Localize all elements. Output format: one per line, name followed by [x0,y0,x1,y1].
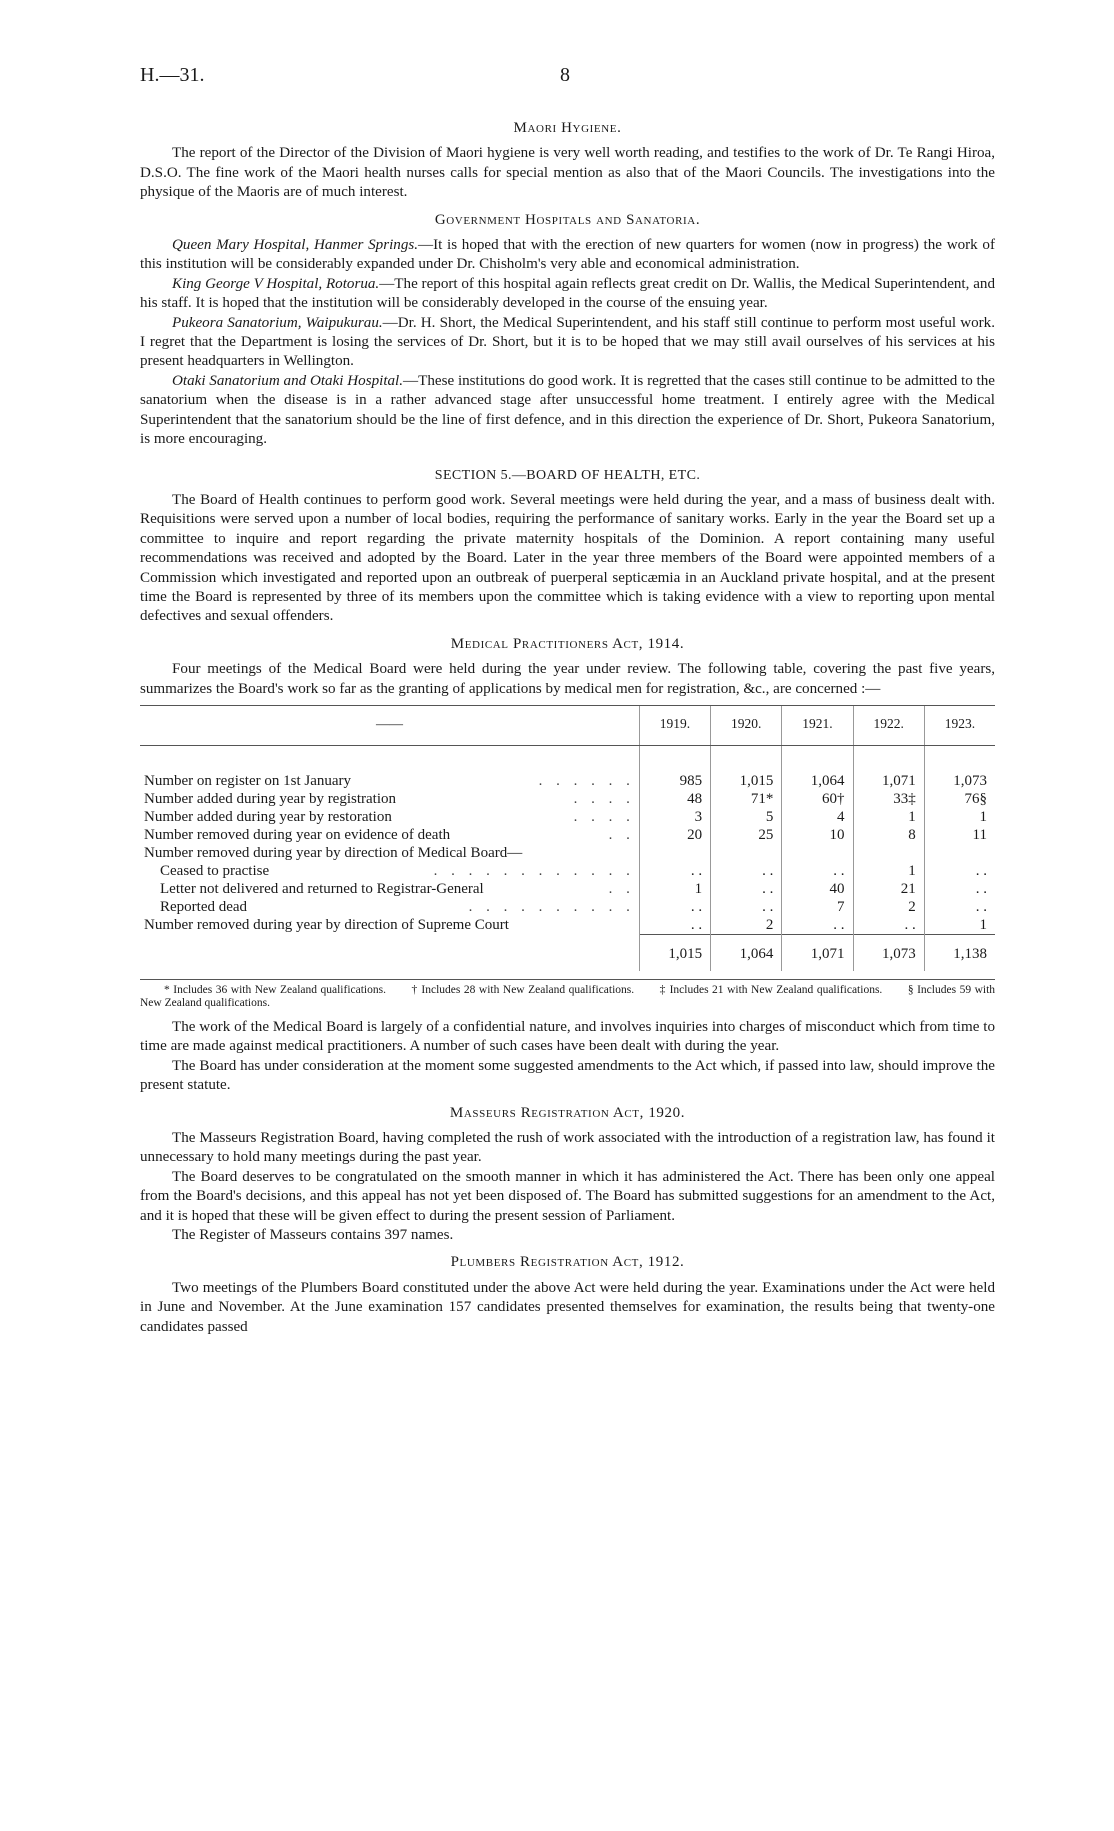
table-row [140,898,995,916]
paragraph-text: —The report of this hospital again reflects great credit on Dr. Wallis, the Medical Superintendent, and his staff. It is hoped that the institution will be considerably developed in the course of the ensuing year. [140,275,995,312]
row-label: Ceased to practise [160,862,270,879]
table-row [140,844,995,862]
value-cell: 76§ [924,790,995,808]
leader-dots: . . . . . . [538,772,635,789]
footnote: ‡ Includes 21 with New Zealand qualifications. [659,983,883,996]
paragraph: The Masseurs Registration Board, having completed the rush of work associated with the introduction of a registration law, has found it unnecessary to hold many meetings during the past year. [140,1130,995,1166]
value-cell: 21 [853,880,924,898]
registration-table [140,705,995,980]
row-label: Reported dead [160,898,248,915]
row-label: Number added during year by registration [144,790,397,807]
value-cell: . . [782,862,853,880]
value-cell: . . [711,880,782,898]
value-cell: . . [924,898,995,916]
value-cell: 11 [924,826,995,844]
row-label: Letter not delivered and returned to Registrar-General [160,880,484,897]
row-label-cell [140,826,639,844]
value-cell: . . [711,898,782,916]
heading-government-hospitals: Government Hospitals and Sanatoria. [434,211,701,228]
value-cell: . . [639,898,710,916]
value-cell [782,844,853,862]
table-row [140,880,995,898]
value-cell [924,844,995,862]
table-row [140,772,995,790]
value-cell: 40 [782,880,853,898]
table-row [140,826,995,844]
paragraph: The work of the Medical Board is largely of a confidential nature, and involves inquiries into charges of misconduct which from time to time are made against medical practitioners. A number of such cases have been dealt with during the year. [140,1018,995,1055]
value-cell [711,844,782,862]
value-cell: 1 [639,880,710,898]
value-cell: 10 [782,826,853,844]
value-cell: 5 [711,808,782,826]
leader-dots: . . . . [573,790,635,807]
institution-name: Queen Mary Hospital, Hanmer Springs. [172,237,419,254]
row-label: Number removed during year by direction of Medical Board— [144,844,523,861]
value-cell: 20 [639,826,710,844]
table-row [140,916,995,935]
row-label: Number removed during year on evidence of death [144,826,451,843]
heading-section-5: SECTION 5.—BOARD OF HEALTH, ETC. [434,467,701,483]
leader-dots: . . . . . . . . . . . . [433,862,635,879]
value-cell: 1 [853,808,924,826]
row-label-cell [140,808,639,826]
row-label-cell [140,916,639,935]
value-cell: 60† [782,790,853,808]
value-cell: 2 [711,916,782,935]
row-label-cell [140,772,639,790]
table-row [140,808,995,826]
value-cell: . . [924,880,995,898]
total-cell: 1,138 [924,934,995,971]
leader-dots: . . . . . . . . . . [468,898,635,915]
heading-masseurs-act: Masseurs Registration Act, 1920. [449,1104,686,1121]
value-cell: 25 [711,826,782,844]
value-cell [853,844,924,862]
row-label-cell [140,790,639,808]
value-cell: . . [711,862,782,880]
year-header: 1919. [639,705,710,745]
paragraph-king-george [140,275,995,314]
table-bottom-rule [140,971,995,980]
row-label-cell [140,844,639,862]
table-row [140,790,995,808]
value-cell: . . [924,862,995,880]
paragraph: Two meetings of the Plumbers Board constituted under the above Act were held during the year. Examinations under the Act were held in June and November. At the June examination 157 candidates presented themselves for examination, the results being that twenty-one candidates passed [140,1279,995,1335]
paragraph: Four meetings of the Medical Board were held during the year under review. The following table, covering the past five years, summarizes the Board's work so far as the granting of applications by medical men for registration, &c., are concerned :— [140,661,995,697]
footnote: * Includes 36 with New Zealand qualifications. [164,983,386,996]
value-cell: 1 [924,808,995,826]
value-cell: . . [639,916,710,935]
table-footnotes [140,984,995,1010]
row-label-cell [140,862,639,880]
value-cell: 2 [853,898,924,916]
row-label: Number on register on 1st January [144,772,352,789]
paragraph-text: —Dr. H. Short, the Medical Superintendent, and his staff still continue to perform most useful work. I regret that the Department is losing the services of Dr. Short, but it is to be hoped that we may still avail ourselves of his services at his present headquarters in Wellington. [140,314,995,370]
total-cell: 1,015 [639,934,710,971]
table-corner: —— [140,705,639,745]
institution-name: Pukeora Sanatorium, Waipukurau. [172,314,383,331]
row-label-cell [140,898,639,916]
value-cell [639,844,710,862]
value-cell: 4 [782,808,853,826]
paragraph: The Board has under consideration at the moment some suggested amendments to the Act which, if passed into law, should improve the present statute. [140,1057,995,1094]
institution-name: Otaki Sanatorium and Otaki Hospital. [172,372,404,389]
leader-dots: . . [608,880,635,897]
value-cell: 48 [639,790,710,808]
paragraph-text: —It is hoped that with the erection of new quarters for women (now in progress) the work of this institution will be considerably expanded under Dr. Chisholm's very able and economical administration. [140,237,995,273]
paragraph: The Board deserves to be congratulated on the smooth manner in which it has administered the Act. There has been only one appeal from the Board's decisions, and this appeal has not yet been disposed of. The Board has submitted suggestions for an amendment to the Act, and it is hoped that these will be given effect to during the present session of Parliament. [140,1168,995,1224]
totals-row [140,934,995,971]
value-cell: 1,064 [782,772,853,790]
document-reference: H.—31. [140,64,205,86]
paragraph-pukeora [140,314,995,372]
year-header: 1920. [711,705,782,745]
value-cell: 1,015 [711,772,782,790]
paragraph-text: —These institutions do good work. It is regretted that the cases still continue to be admitted to the sanatorium when the disease is in a rather advanced stage after unsuccessful home treatment. I entirely agree with the Medical Superintendent that the sanatorium should be the line of first defence, and in this direction the experience of Dr. Short, Pukeora Sanatorium, is more encouraging. [140,372,995,448]
paragraph: The report of the Director of the Division of Maori hygiene is very well worth reading, and testifies to the work of Dr. Te Rangi Hiroa, D.S.O. The fine work of the Maori health nurses calls for special mention as also that of the Maori Councils. The investigations into the physique of the Maoris are of much interest. [140,145,995,201]
paragraph: The Board of Health continues to perform good work. Several meetings were held during the year, and a mass of business dealt with. Requisitions were served upon a number of local bodies, requiring the performance of sanitary works. Early in the year the Board set up a committee to inquire and report regarding the private maternity hospitals of the Dominion. A report containing many useful recommendations was received and adopted by the Board. Later in the year three members of the Board were appointed members of a Commission which investigated and reported upon an outbreak of puerperal septicæmia in an Auckland private hospital, and at the present time the Board is represented by three of its members upon the committee which is taking evidence with a view to reporting upon mental defectives and sexual offenders. [140,491,995,625]
row-label: Number added during year by restoration [144,808,392,825]
heading-plumbers-act: Plumbers Registration Act, 1912. [450,1254,685,1271]
paragraph-queen-mary [140,236,995,275]
heading-medical-practitioners-act: Medical Practitioners Act, 1914. [450,635,685,652]
leader-dots: . . . . [573,808,635,825]
total-cell: 1,064 [711,934,782,971]
value-cell: 1 [924,916,995,935]
leader-dots: . . [608,826,635,843]
value-cell: 1 [853,862,924,880]
total-cell: 1,071 [782,934,853,971]
heading-maori-hygiene: Maori Hygiene. [513,120,622,136]
footnote: § Includes 59 with New Zealand qualifications. [140,983,996,1009]
institution-name: King George V Hospital, Rotorua. [172,275,380,292]
table-header-row [140,705,995,745]
year-header: 1921. [782,705,853,745]
total-cell: 1,073 [853,934,924,971]
page-number: 8 [560,64,570,86]
year-header: 1922. [853,705,924,745]
value-cell: . . [853,916,924,935]
table-row [140,862,995,880]
value-cell: 1,071 [853,772,924,790]
running-header [140,64,974,94]
value-cell: 33‡ [853,790,924,808]
paragraph: The Register of Masseurs contains 397 names. [172,1227,454,1244]
document-body [140,111,995,1337]
value-cell: 7 [782,898,853,916]
year-header: 1923. [924,705,995,745]
value-cell: 985 [639,772,710,790]
value-cell: 1,073 [924,772,995,790]
value-cell: . . [782,916,853,935]
value-cell: 3 [639,808,710,826]
value-cell: 71* [711,790,782,808]
paragraph-otaki [140,372,995,450]
table-body [140,745,995,979]
footnote: † Includes 28 with New Zealand qualifications. [411,983,635,996]
table-spacer [140,745,995,772]
value-cell: 8 [853,826,924,844]
value-cell: . . [639,862,710,880]
row-label: Number removed during year by direction of Supreme Court [144,917,509,934]
row-label-cell [140,880,639,898]
